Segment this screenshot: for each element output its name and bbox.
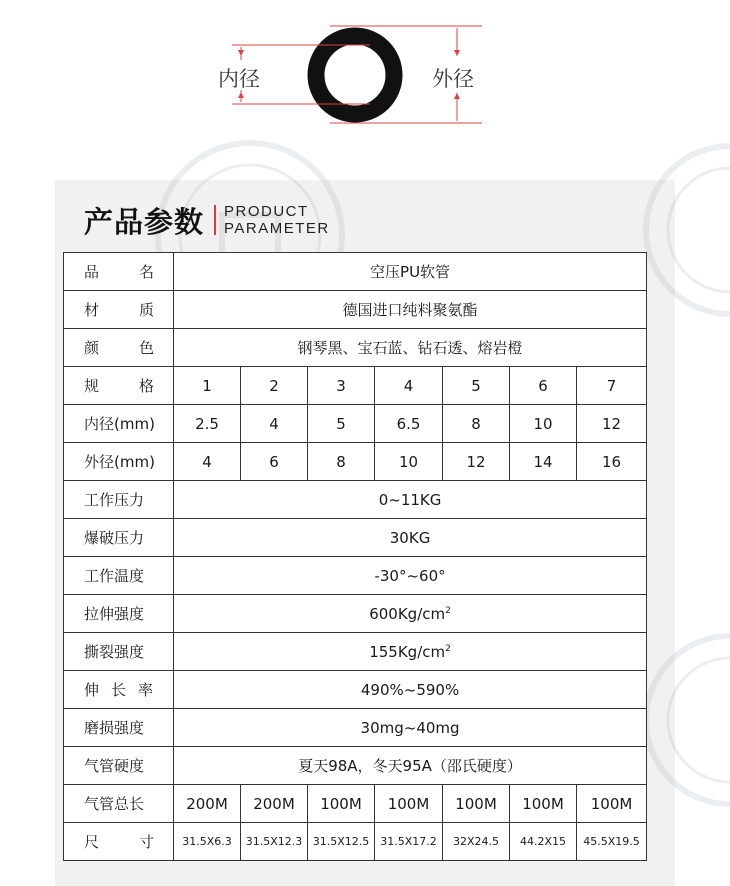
outer-diameter-cell: 16	[577, 443, 647, 481]
spec-cell: 7	[577, 367, 647, 405]
spec-cell: 2	[241, 367, 308, 405]
size-cell: 31.5X12.5	[308, 823, 375, 861]
size-cell: 32X24.5	[443, 823, 510, 861]
total-length-cell: 100M	[443, 785, 510, 823]
size-cell: 31.5X12.3	[241, 823, 308, 861]
size-cell: 31.5X6.3	[174, 823, 241, 861]
table-row	[64, 823, 647, 861]
outer-diameter-cell: 14	[510, 443, 577, 481]
inner-diameter-label: 内径	[218, 67, 260, 91]
row-label-elongation: 伸 长 率	[64, 671, 174, 709]
spec-table	[63, 252, 647, 861]
table-row	[64, 329, 647, 367]
total-length-cell: 200M	[241, 785, 308, 823]
table-row	[64, 747, 647, 785]
working-temp-value: -30°~60°	[174, 557, 647, 595]
color-value: 钢琴黑、宝石蓝、钻石透、熔岩橙	[174, 329, 647, 367]
table-row	[64, 785, 647, 823]
total-length-cell: 200M	[174, 785, 241, 823]
row-label-spec: 规 格	[64, 367, 174, 405]
inner-diameter-cell: 10	[510, 405, 577, 443]
spec-cell: 4	[375, 367, 443, 405]
row-label-working-temp: 工作温度	[64, 557, 174, 595]
row-label-hardness: 气管硬度	[64, 747, 174, 785]
total-length-cell: 100M	[308, 785, 375, 823]
row-label-material: 材 质	[64, 291, 174, 329]
outer-diameter-cell: 12	[443, 443, 510, 481]
table-row	[64, 481, 647, 519]
outer-diameter-label: 外径	[432, 67, 474, 91]
table-row	[64, 671, 647, 709]
watermark-seal-icon	[640, 630, 730, 810]
abrasion-value: 30mg~40mg	[174, 709, 647, 747]
working-pressure-value: 0~11KG	[174, 481, 647, 519]
size-cell: 31.5X17.2	[375, 823, 443, 861]
title-chinese: 产品参数	[84, 204, 205, 239]
spec-cell: 3	[308, 367, 375, 405]
tube-cross-section-icon	[0, 0, 730, 150]
inner-diameter-cell: 4	[241, 405, 308, 443]
material-value: 德国进口纯料聚氨酯	[174, 291, 647, 329]
product-name-value: 空压PU软管	[174, 253, 647, 291]
inner-diameter-cell: 6.5	[375, 405, 443, 443]
spec-cell: 5	[443, 367, 510, 405]
total-length-cell: 100M	[375, 785, 443, 823]
tube-diameter-diagram	[0, 0, 730, 150]
burst-pressure-value: 30KG	[174, 519, 647, 557]
section-title	[84, 200, 330, 240]
row-label-color: 颜 色	[64, 329, 174, 367]
row-label-outer-diameter: 外径(mm)	[64, 443, 174, 481]
outer-diameter-cell: 6	[241, 443, 308, 481]
inner-diameter-cell: 8	[443, 405, 510, 443]
title-english-line2: PARAMETER	[224, 220, 330, 237]
row-label-burst-pressure: 爆破压力	[64, 519, 174, 557]
size-cell: 45.5X19.5	[577, 823, 647, 861]
row-label-name: 品 名	[64, 253, 174, 291]
outer-diameter-cell: 8	[308, 443, 375, 481]
tear-strength-value: $155Kg/cm^2$	[174, 633, 647, 671]
table-row	[64, 367, 647, 405]
watermark-seal-icon	[640, 140, 730, 320]
spec-cell: 6	[510, 367, 577, 405]
table-row	[64, 519, 647, 557]
size-cell: 44.2X15	[510, 823, 577, 861]
table-row	[64, 709, 647, 747]
row-label-working-pressure: 工作压力	[64, 481, 174, 519]
row-label-size: 尺 寸	[64, 823, 174, 861]
row-label-inner-diameter: 内径(mm)	[64, 405, 174, 443]
row-label-tensile-strength: 拉伸强度	[64, 595, 174, 633]
total-length-cell: 100M	[510, 785, 577, 823]
table-row	[64, 443, 647, 481]
inner-diameter-cell: 5	[308, 405, 375, 443]
title-english	[224, 203, 330, 237]
outer-diameter-cell: 10	[375, 443, 443, 481]
table-row	[64, 405, 647, 443]
table-row	[64, 557, 647, 595]
table-row	[64, 595, 647, 633]
elongation-value: 490%~590%	[174, 671, 647, 709]
inner-diameter-cell: 2.5	[174, 405, 241, 443]
total-length-cell: 100M	[577, 785, 647, 823]
table-row	[64, 633, 647, 671]
table-row	[64, 291, 647, 329]
inner-diameter-cell: 12	[577, 405, 647, 443]
outer-diameter-cell: 4	[174, 443, 241, 481]
table-row	[64, 253, 647, 291]
row-label-tear-strength: 撕裂强度	[64, 633, 174, 671]
title-english-line1: PRODUCT	[224, 203, 309, 220]
tensile-strength-value: $600Kg/cm^2$	[174, 595, 647, 633]
spec-cell: 1	[174, 367, 241, 405]
title-divider	[214, 205, 216, 235]
row-label-abrasion: 磨损强度	[64, 709, 174, 747]
hardness-value: 夏天98A，冬天95A（邵氏硬度）	[174, 747, 647, 785]
row-label-total-length: 气管总长	[64, 785, 174, 823]
